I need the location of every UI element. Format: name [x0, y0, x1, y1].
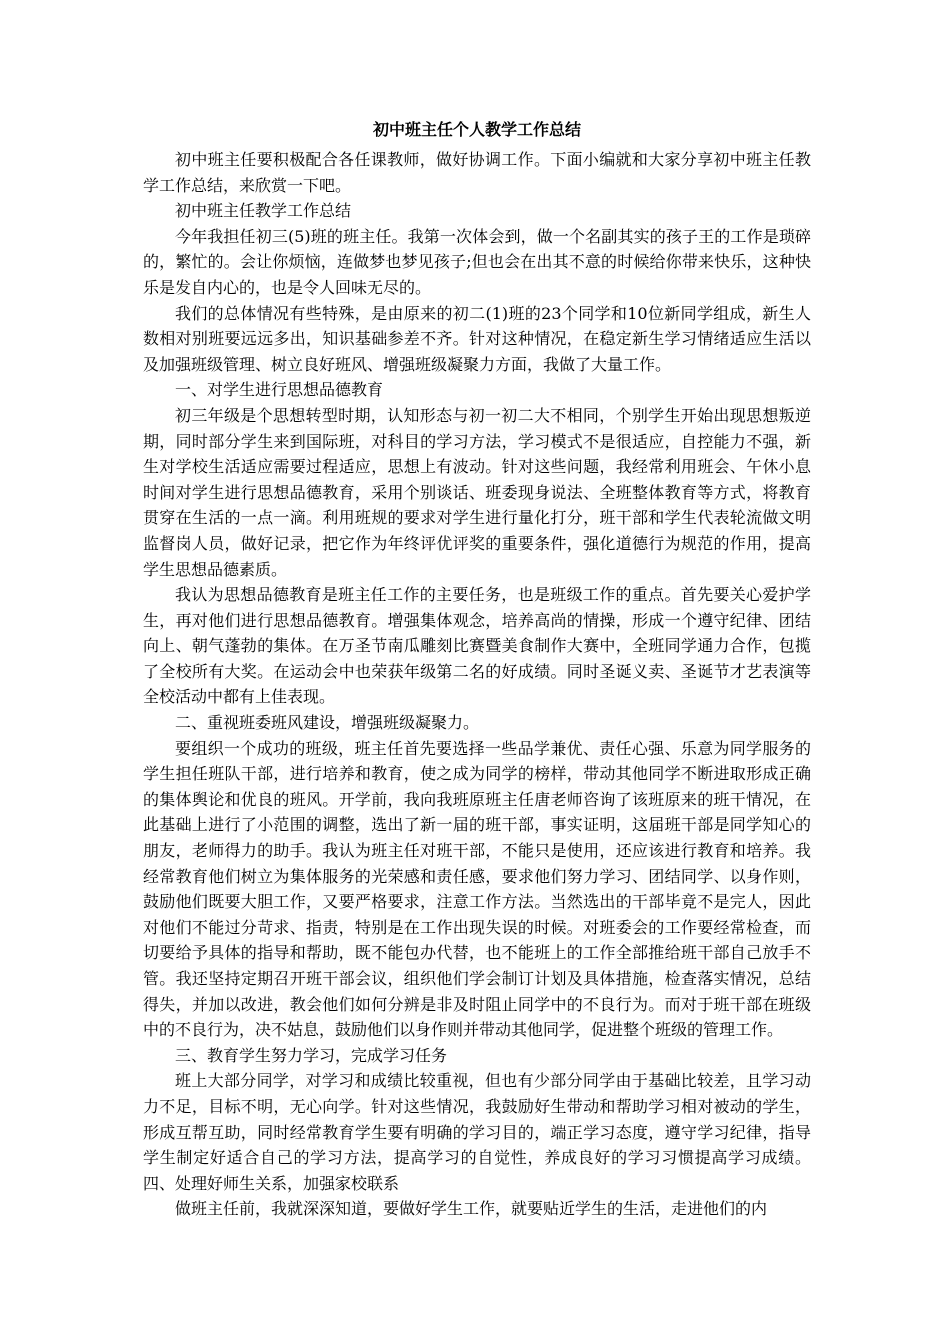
document-page: [143, 118, 811, 1318]
body-paragraph: 今年我担任初三(5)班的班主任。我第一次体会到，做一个名副其实的孩子王的工作是琐碎的，繁忙的。会让你烦恼，连做梦也梦见孩子;但也会在出其不意的时候给你带来快乐，这种快乐是发自内心的，也是令人回味无尽的。: [143, 226, 811, 297]
intro-paragraph: 初中班主任要积极配合各任课教师，做好协调工作。下面小编就和大家分享初中班主任教学工作总结，来欣赏一下吧。: [143, 150, 811, 195]
section-heading: 三、教育学生努力学习，完成学习任务: [175, 1045, 448, 1065]
section-heading: 一、对学生进行思想品德教育: [175, 380, 384, 400]
document-title: 初中班主任个人教学工作总结: [372, 120, 581, 139]
section-heading: 初中班主任教学工作总结: [175, 201, 352, 221]
body-paragraph: 初三年级是个思想转型时期，认知形态与初一初二大不相同，个别学生开始出现思想叛逆期，同时部分学生来到国际班，对科目的学习方法，学习模式不是很适应，自控能力不强，新生对学校生活适应需要过程适应，思想上有波动。针对这些问题，我经常利用班会、午休小息时间对学生进行思想品德教育，采用个别谈话、班委现身说法、全班整体教育等方式，将教育贯穿在生活的一点一滴。利用班规的要求对学生进行量化打分，班干部和学生代表轮流做文明监督岗人员，做好记录，把它作为年终评优评奖的重要条件，强化道德行为规范的作用，提高学生思想品德素质。: [143, 405, 811, 579]
body-paragraph: 我认为思想品德教育是班主任工作的主要任务，也是班级工作的重点。首先要关心爱护学生，再对他们进行思想品德教育。增强集体观念，培养高尚的情操，形成一个遵守纪律、团结向上、朝气蓬勃的集体。在万圣节南瓜雕刻比赛暨美食制作大赛中，全班同学通力合作，包揽了全校所有大奖。在运动会中也荣获年级第二名的好成绩。同时圣诞义卖、圣诞节才艺表演等全校活动中都有上佳表现。: [143, 585, 811, 707]
body-paragraph: 做班主任前，我就深深知道，要做好学生工作，就要贴近学生的生活，走进他们的内: [175, 1199, 768, 1219]
body-paragraph: 要组织一个成功的班级，班主任首先要选择一些品学兼优、责任心强、乐意为同学服务的学生担任班队干部，进行培养和教育，使之成为同学的榜样，带动其他同学不断进取形成正确的集体舆论和优良的班风。开学前，我向我班原班主任唐老师咨询了该班原来的班干情况，在此基础上进行了小范围的调整，选出了新一届的班干部，事实证明，这届班干部是同学知心的朋友，老师得力的助手。我认为班主任对班干部，不能只是使用，还应该进行教育和培养。我经常教育他们树立为集体服务的光荣感和责任感，要求他们努力学习、团结同学、以身作则，鼓励他们既要大胆工作，又要严格要求，注意工作方法。当然选出的干部毕竟不是完人，因此对他们不能过分苛求、指责，特别是在工作出现失误的时候。对班委会的工作要经常检查，而切要给予具体的指导和帮助，既不能包办代替，也不能班上的工作全部推给班干部自己放手不管。我还坚持定期召开班干部会议，组织他们学会制订计划及具体措施，检查落实情况，总结得失，并加以改进，教会他们如何分辨是非及时阻止同学中的不良行为。而对于班干部在班级中的不良行为，决不姑息，鼓励他们以身作则并带动其他同学，促进整个班级的管理工作。: [143, 738, 811, 1040]
body-paragraph: 班上大部分同学，对学习和成绩比较重视，但也有少部分同学由于基础比较差，且学习动力不足，目标不明，无心向学。针对这些情况，我鼓励好生带动和帮助学习相对被动的学生，形成互帮互助，同时经常教育学生要有明确的学习目的，端正学习态度，遵守学习纪律，指导学生制定好适合自己的学习方法，提高学习的自觉性，养成良好的学习习惯提高学习成绩。四、处理好师生关系，加强家校联系: [143, 1071, 811, 1193]
section-heading: 二、重视班委班风建设，增强班级凝聚力。: [175, 713, 480, 733]
body-paragraph: 我们的总体情况有些特殊，是由原来的初二(1)班的23个同学和10位新同学组成，新生人数相对别班要远远多出，知识基础参差不齐。针对这种情况，在稳定新生学习情绪适应生活以及加强班级管理、树立良好班风、增强班级凝聚力方面，我做了大量工作。: [143, 303, 811, 374]
